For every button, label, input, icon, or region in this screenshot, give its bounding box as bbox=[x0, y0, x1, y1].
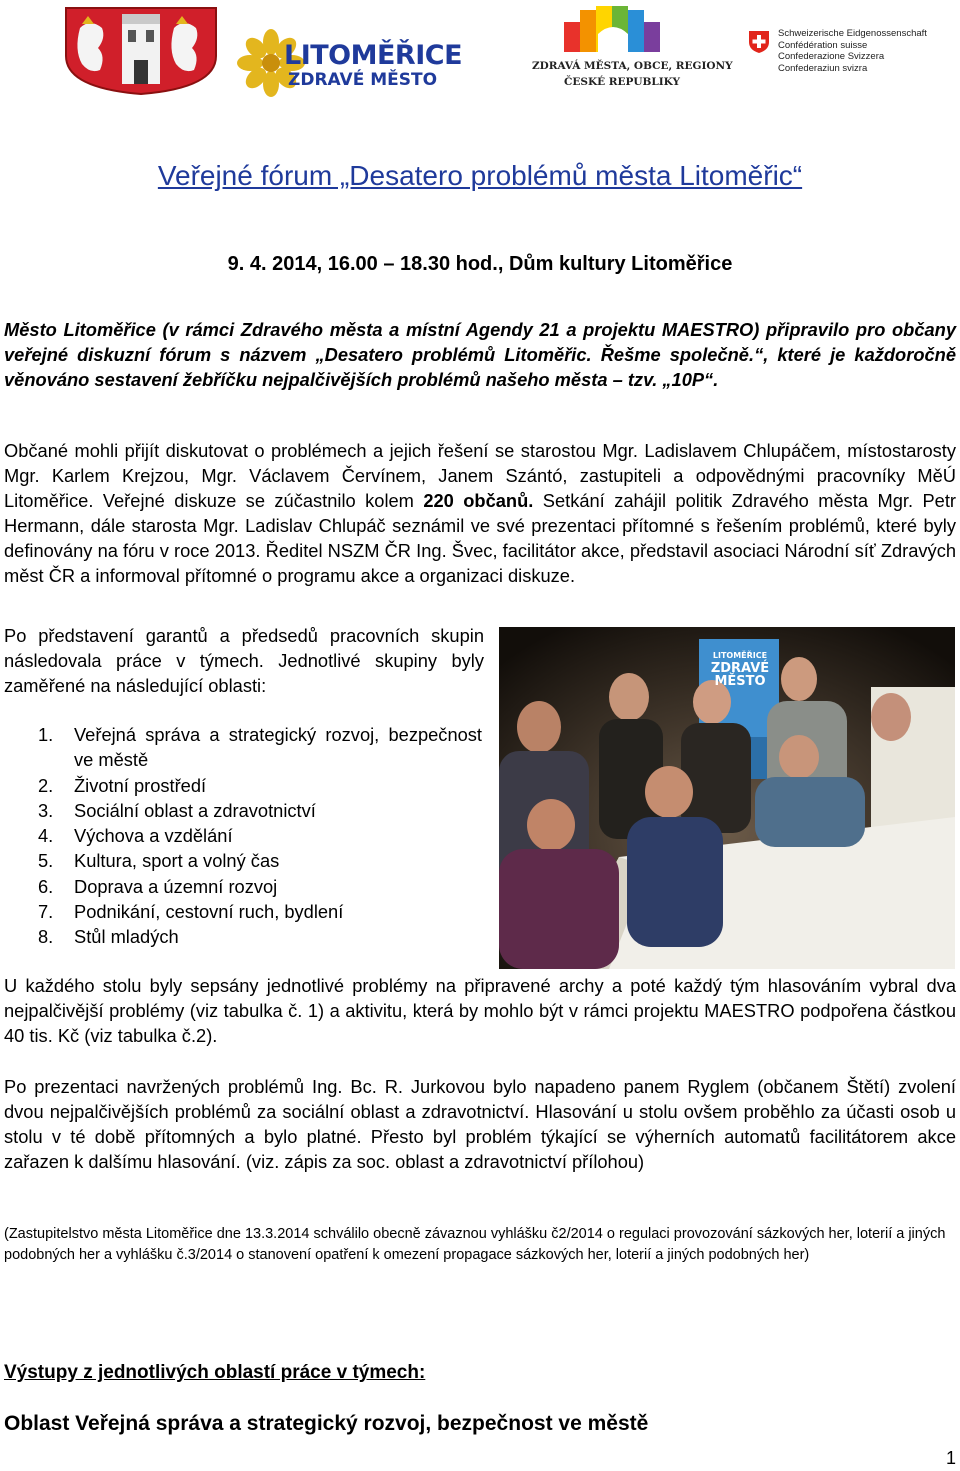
council-note: (Zastupitelstvo města Litoměřice dne 13.3.2014 schválilo obecně závaznou vyhlášku č2/2014 o regulaci provozování sázkových her, loterií a jiných podobných her a vyhlášku č.3/2014 o stanovení opatření k omezení propagace sázkových her, loterií a jiných podobných her) bbox=[4, 1226, 946, 1263]
outputs-heading: Výstupy z jednotlivých oblastí práce v týmech: bbox=[4, 1362, 426, 1383]
list-item: 2. Životní prostředí bbox=[38, 774, 207, 796]
list-item: 4. Výchova a vzdělání bbox=[38, 825, 233, 847]
work-areas-list bbox=[4, 722, 482, 950]
intro-text-2: “, které je každoročně věnováno sestavení žebříčku nejpalčivějších problémů našeho města – tzv. „10P“. bbox=[4, 344, 957, 390]
healthy-cities-network-logo bbox=[528, 4, 733, 94]
list-item: 3. Sociální oblast a zdravotnictví bbox=[38, 799, 316, 821]
area-heading: Oblast Veřejná správa a strategický rozvoj, bezpečnost ve městě bbox=[4, 1412, 649, 1435]
event-photo bbox=[499, 627, 955, 969]
attendance-count: 220 občanů. bbox=[423, 490, 534, 511]
list-item: 8. Stůl mladých bbox=[38, 926, 179, 948]
event-date-place: 9. 4. 2014, 16.00 – 18.30 hod., Dům kultury Litoměřice bbox=[227, 253, 733, 275]
banner-line-3: MĚSTO bbox=[714, 674, 766, 689]
swiss-confederation-logo bbox=[748, 28, 948, 88]
logo-title: LITOMĚŘICE bbox=[284, 40, 463, 71]
participants-paragraph bbox=[4, 438, 956, 588]
banner-line-2: ZDRAVÉ bbox=[710, 661, 770, 676]
complaint-paragraph: Po prezentaci navržených problémů Ing. Bc. R. Jurkovou bylo napadeno panem Ryglem (občanem Štětí) zvolení dvou nejpalčivějších problémů za sociální oblast a zdravotnictví. Hlasování u stolu ovšem proběhlo za účasti osob u stolu v té době přítomných a bylo platné. Přesto byl problém týkající se výherních automatů facilitátorem akce zařazen k dalšímu hlasování. (viz. zápis za soc. oblast a zdravotnictví přílohou) bbox=[4, 1076, 956, 1172]
document-title: Veřejné fórum „Desatero problémů města Litoměřic“ bbox=[157, 160, 803, 191]
city-coat-of-arms bbox=[62, 4, 220, 96]
intro-motto: Řešme společně. bbox=[600, 344, 755, 365]
swiss-line-3: Confederazione Svizzera bbox=[778, 51, 885, 62]
intro-paragraph bbox=[4, 317, 956, 392]
swiss-line-4: Confederaziun svizra bbox=[778, 62, 868, 74]
list-item: 6. Doprava a územní rozvoj bbox=[38, 875, 278, 897]
network-name: ZDRAVÁ MĚSTA, OBCE, REGIONY bbox=[532, 60, 733, 72]
teams-lead-paragraph: Po představení garantů a předsedů pracovních skupin následovala práce v týmech. Jednotlivé skupiny byly zaměřené na následující oblasti: bbox=[4, 625, 484, 696]
swiss-line-2: Confédération suisse bbox=[778, 39, 868, 51]
list-item: 7. Podnikání, cestovní ruch, bydlení bbox=[38, 901, 344, 923]
participants-text-2: Setkání zahájil politik Zdravého města Mgr. Petr Hermann, dále starosta Mgr. Ladislav Chlupáč seznámil ve své prezentaci přítomné s řešením problémů, které byly definovány na fóru v roce 2013. Ředitel NSZM ČR Ing. Švec, facilitátor akce, představil asociaci Národní síť Zdravých měst ČR a informoval přítomné o programu akce a organizaci diskuze. bbox=[4, 490, 956, 586]
zdrave-mesto-logo bbox=[236, 20, 463, 100]
page-number: 1 bbox=[945, 1448, 956, 1468]
logo-subtitle: ZDRAVÉ MĚSTO bbox=[288, 70, 438, 90]
intro-text-1: Město Litoměřice (v rámci Zdravého města a místní Agendy 21 a projektu MAESTRO) připravilo pro občany veřejné diskuzní fórum s názvem „Desatero problémů Litoměřic. bbox=[4, 319, 956, 365]
list-item: 1. Veřejná správa a strategický rozvoj, bezpečnost ve městě bbox=[38, 724, 482, 771]
list-item: 5. Kultura, sport a volný čas bbox=[38, 850, 280, 872]
participants-text-1: Občané mohli přijít diskutovat o problémech a jejich řešení se starostou Mgr. Ladislavem Chlupáčem, místostarosty Mgr. Karlem Krejzou, Mgr. Václavem Červínem, Janem Szántó, zastupiteli a odpovědnými pracovníky MěÚ Litoměřice. Veřejné diskuze se zúčastnilo kolem bbox=[4, 440, 956, 511]
voting-paragraph: U každého stolu byly sepsány jednotlivé problémy na připravené archy a poté každý tým hlasováním vybral dva nejpalčivější problémy (viz tabulka č. 1) a aktivitu, která by mohlo být v rámci projektu MAESTRO podpořena částkou 40 tis. Kč (viz tabulka č.2). bbox=[4, 975, 956, 1046]
swiss-line-1: Schweizerische Eidgenossenschaft bbox=[778, 28, 927, 39]
banner-line-1: LITOMĚŘICE bbox=[712, 651, 768, 660]
network-country: ČESKÉ REPUBLIKY bbox=[564, 76, 681, 88]
